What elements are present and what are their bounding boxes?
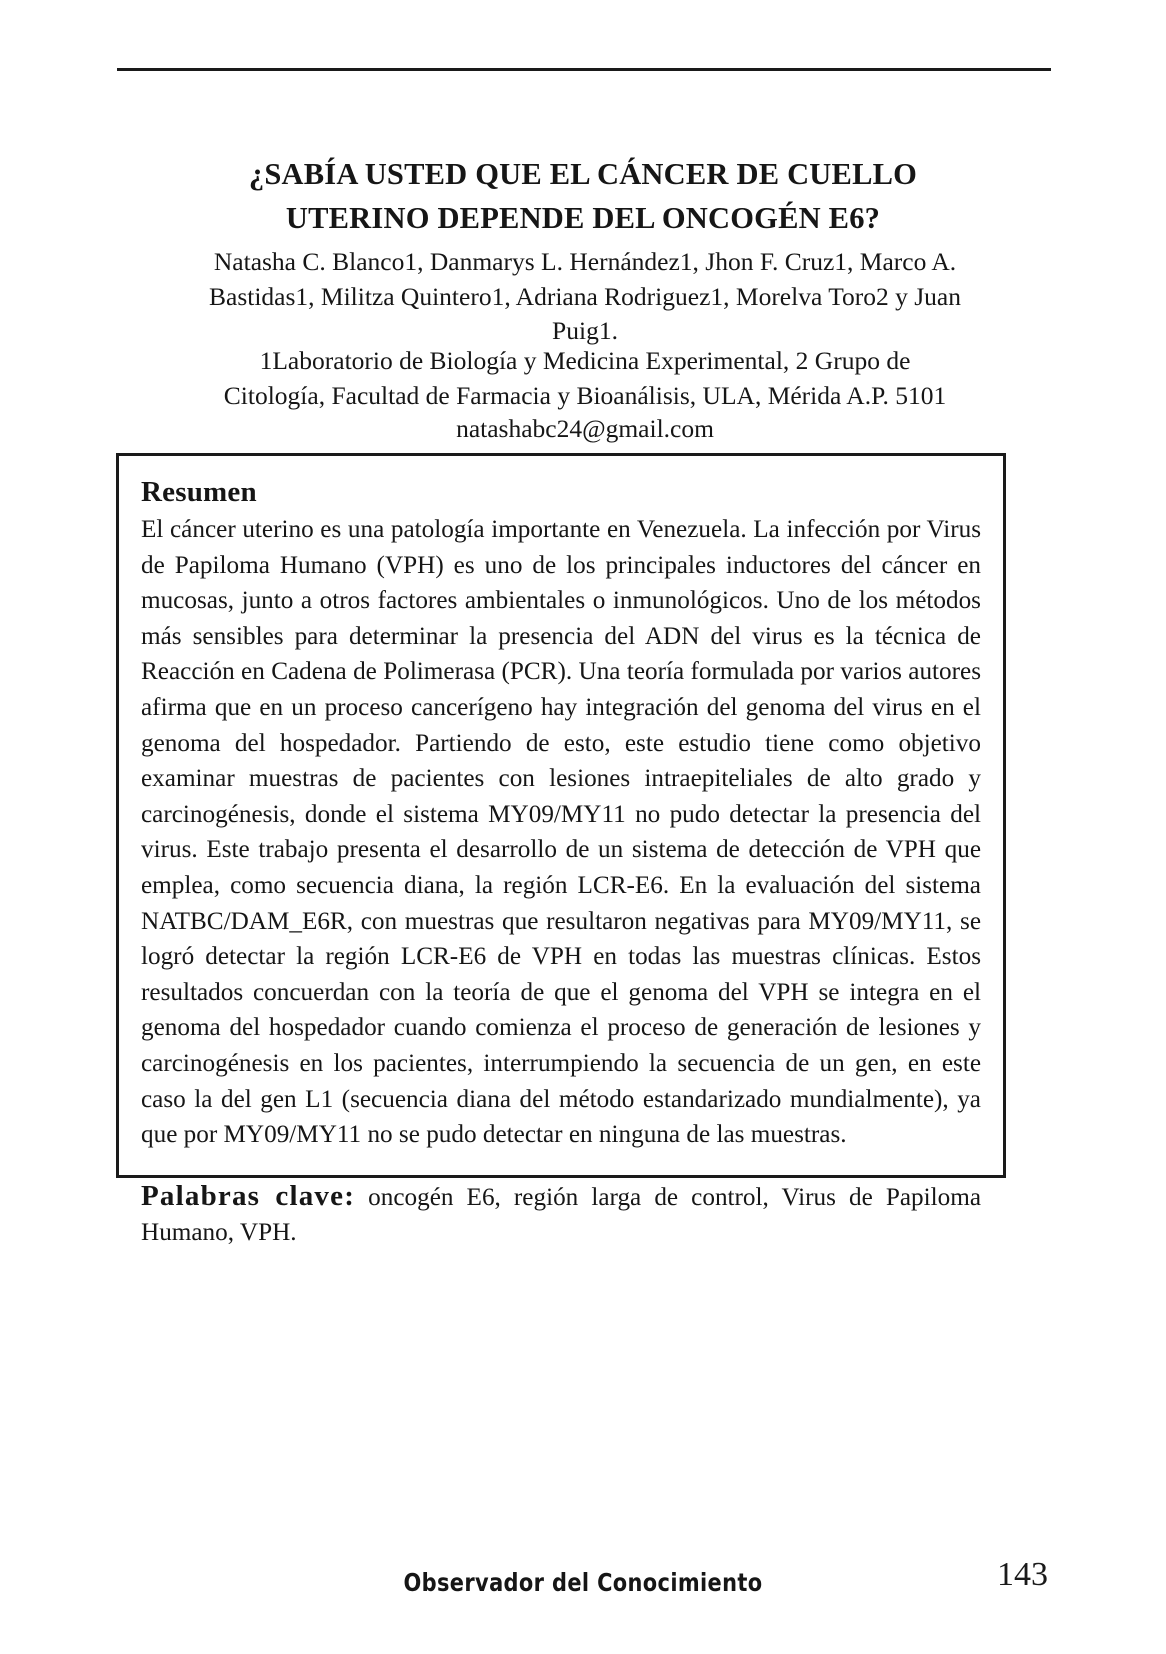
author-line-3: Puig1. (552, 316, 618, 345)
title-line-1: ¿SABÍA USTED QUE EL CÁNCER DE CUELLO (248, 157, 918, 192)
abstract-heading: Resumen (141, 476, 257, 508)
author-line-2: Bastidas1, Militza Quintero1, Adriana Rodriguez1, Morelva Toro2 y Juan (209, 281, 961, 311)
keywords-text: oncogén E6, región larga de control, Virus de Papiloma Humano, VPH. (141, 1183, 981, 1247)
footer-page-number: 143 (997, 1556, 1048, 1593)
affiliation-line-1: 1Laboratorio de Biología y Medicina Experimental, 2 Grupo de (259, 346, 911, 375)
keywords-block (141, 1179, 981, 1251)
author-line-1: Natasha C. Blanco1, Danmarys L. Hernández1, Jhon F. Cruz1, Marco A. (213, 247, 957, 276)
title-line-2: UTERINO DEPENDE DEL ONCOGÉN E6? (285, 201, 881, 236)
keywords-label: Palabras clave: (141, 1179, 356, 1212)
footer-journal-name: Observador del Conocimiento (403, 1568, 763, 1597)
header-rule (117, 68, 1051, 71)
contact-email: natashabc24@gmail.com (456, 414, 714, 443)
affiliation-block (135, 344, 1035, 413)
abstract-box (116, 453, 1006, 1247)
page-title (150, 152, 1016, 240)
author-list (135, 245, 1035, 349)
abstract-body: El cáncer uterino es una patología importante en Venezuela. La infección por Virus de Papiloma Humano (VPH) es uno de los principales inductores del cáncer en mucosas, junto a otros factores ambientales o inmunológicos. Uno de los métodos más sensibles para determinar la presencia del ADN del virus es la técnica de Reacción en Cadena de Polimerasa (PCR). Una teoría formulada por varios autores afirma que en un proceso cancerígeno hay integración del genoma del virus en el genoma del hospedador. Partiendo de esto, este estudio tiene como objetivo examinar muestras de pacientes con lesiones intraepiteliales de alto grado y carcinogénesis, donde el sistema MY09/MY11 no pudo detectar la presencia del virus. Este trabajo presenta el desarrollo de un sistema de detección de VPH que emplea, como secuencia diana, la región LCR-E6. En la evaluación del sistema NATBC/DAM_E6R, con muestras que resultaron negativas para MY09/MY11, se logró detectar la región LCR-E6 de VPH en todas las muestras clínicas. Estos resultados concuerdan con la teoría de que el genoma del VPH se integra en el genoma del hospedador cuando comienza el proceso de generación de lesiones y carcinogénesis en los pacientes, interrumpiendo la secuencia de un gen, en este caso la del gen L1 (secuencia diana del método estandarizado mundialmente), ya que por MY09/MY11 no se pudo detectar en ninguna de las muestras. (141, 516, 981, 1149)
affiliation-line-2: Citología, Facultad de Farmacia y Bioanálisis, ULA, Mérida A.P. 5101 (223, 380, 947, 410)
